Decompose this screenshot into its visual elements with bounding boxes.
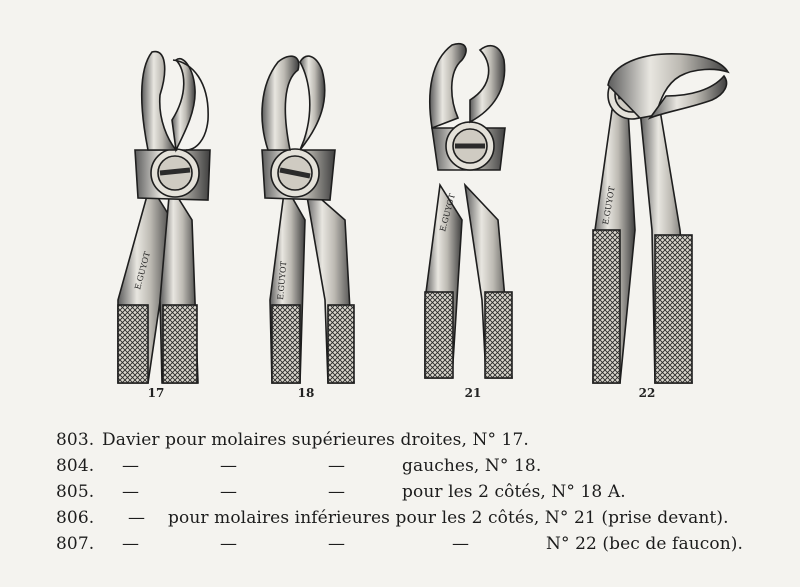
ditto-mark: — (220, 482, 238, 502)
forceps-21-illustration (425, 44, 512, 378)
forceps-22-illustration (593, 54, 728, 383)
maker-mark-22: E.GUYOT (601, 185, 617, 226)
catalog-ref: 806. (56, 508, 95, 528)
ditto-mark: — (122, 482, 140, 502)
ditto-mark: — (220, 456, 238, 476)
maker-mark-17: E.GUYOT (133, 250, 152, 291)
ditto-mark: — (328, 482, 346, 502)
maker-mark-21: E.GUYOT (438, 192, 457, 233)
ditto-mark: — (328, 534, 346, 554)
maker-mark-18: E.GUYOT (276, 260, 289, 301)
ditto-mark: — (220, 534, 238, 554)
catalog-ref: 804. (56, 456, 95, 476)
ditto-mark: — (122, 456, 140, 476)
catalog-description: Davier pour molaires supérieures droites, N° 17. (102, 430, 529, 450)
figure-label-18: 18 (297, 386, 315, 400)
catalog-description: gauches, N° 18. (402, 456, 542, 476)
forceps-17-illustration (118, 52, 210, 383)
ditto-mark: — (328, 456, 346, 476)
figure-label-22: 22 (638, 386, 656, 400)
figure-label-21: 21 (464, 386, 482, 400)
catalog-ref: 803. (56, 430, 95, 450)
catalog-description: N° 22 (bec de faucon). (546, 534, 743, 554)
catalog-ref: 807. (56, 534, 95, 554)
catalog-description: pour molaires inférieures pour les 2 côtés, N° 21 (prise devant). (168, 508, 729, 528)
ditto-mark: — (452, 534, 470, 554)
catalog-description: pour les 2 côtés, N° 18 A. (402, 482, 626, 502)
ditto-mark: — (128, 508, 146, 528)
ditto-mark: — (122, 534, 140, 554)
catalog-ref: 805. (56, 482, 95, 502)
forceps-18-illustration (262, 56, 354, 383)
figure-label-17: 17 (147, 386, 165, 400)
